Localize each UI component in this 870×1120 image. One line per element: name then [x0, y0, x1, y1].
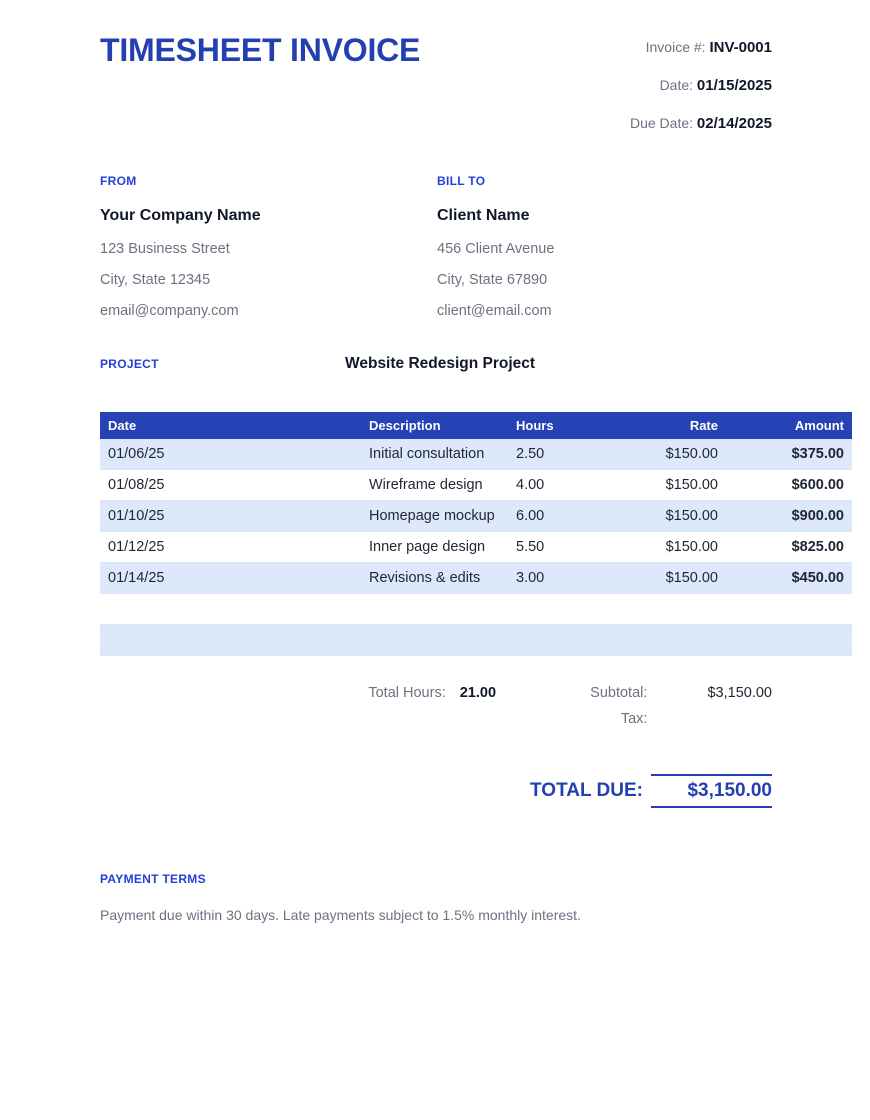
bill-to-email: client@email.com	[437, 303, 552, 319]
cell-rate: $150.00	[600, 470, 726, 501]
cell-hours: 4.00	[508, 470, 600, 501]
cell-description: Revisions & edits	[361, 563, 508, 594]
cell-description: Homepage mockup	[361, 501, 508, 532]
invoice-date-value: 01/15/2025	[696, 77, 772, 94]
totals-row-primary	[100, 685, 772, 711]
cell-rate	[600, 594, 726, 625]
total-hours-value: 21.00	[459, 685, 497, 701]
invoice-number-label: Invoice #:	[645, 39, 706, 55]
invoice-number-row	[630, 40, 772, 55]
invoice-number-value: INV-0001	[709, 39, 772, 56]
line-items-head	[100, 412, 852, 439]
cell-rate: $150.00	[600, 532, 726, 563]
cell-date: 01/14/25	[100, 563, 361, 594]
column-header-hours: Hours	[508, 412, 600, 439]
project-section	[100, 355, 772, 373]
cell-date: 01/06/25	[100, 439, 361, 470]
table-row	[100, 439, 852, 470]
totals-section	[100, 685, 772, 737]
payment-terms-label: PAYMENT TERMS	[100, 872, 206, 886]
line-items-body	[100, 439, 852, 656]
cell-rate	[600, 625, 726, 656]
cell-hours	[508, 625, 600, 656]
invoice-meta	[630, 30, 772, 131]
cell-date: 01/12/25	[100, 532, 361, 563]
table-row-empty	[100, 625, 852, 656]
column-header-rate: Rate	[600, 412, 726, 439]
table-row-empty	[100, 594, 852, 625]
cell-description	[361, 594, 508, 625]
cell-date: 01/10/25	[100, 501, 361, 532]
cell-hours: 6.00	[508, 501, 600, 532]
totals-row-tax	[100, 711, 772, 737]
project-name: Website Redesign Project	[345, 355, 536, 372]
bill-to-label: BILL TO	[437, 174, 486, 188]
table-row	[100, 501, 852, 532]
column-header-description: Description	[361, 412, 508, 439]
table-row	[100, 532, 852, 563]
table-row	[100, 563, 852, 594]
cell-description: Inner page design	[361, 532, 508, 563]
cell-hours	[508, 594, 600, 625]
line-items-table	[100, 412, 852, 656]
parties-section	[100, 174, 772, 319]
cell-amount: $825.00	[726, 532, 852, 563]
invoice-due-date-label: Due Date:	[629, 115, 694, 131]
invoice-date-row	[630, 78, 772, 93]
subtotal-value: $3,150.00	[707, 685, 772, 701]
cell-rate: $150.00	[600, 501, 726, 532]
payment-terms-section	[100, 872, 772, 924]
column-header-amount: Amount	[726, 412, 852, 439]
from-label: FROM	[100, 174, 137, 188]
total-due-value: $3,150.00	[651, 774, 772, 808]
page-title: TIMESHEET INVOICE	[100, 32, 421, 68]
from-company-name: Your Company Name	[100, 207, 261, 224]
cell-description: Initial consultation	[361, 439, 508, 470]
cell-description	[361, 625, 508, 656]
total-due-section	[100, 774, 772, 808]
from-address-line-1: 123 Business Street	[100, 241, 230, 257]
cell-amount	[726, 594, 852, 625]
table-header-row	[100, 412, 852, 439]
subtotal-label: Subtotal:	[590, 685, 648, 701]
cell-rate: $150.00	[600, 563, 726, 594]
tax-label: Tax:	[620, 711, 648, 727]
cell-rate: $150.00	[600, 439, 726, 470]
from-block	[100, 174, 435, 319]
cell-hours: 2.50	[508, 439, 600, 470]
bill-to-address-line-2: City, State 67890	[437, 272, 548, 288]
table-row	[100, 470, 852, 501]
cell-amount: $600.00	[726, 470, 852, 501]
invoice-due-date-row	[630, 116, 772, 131]
column-header-date: Date	[100, 412, 361, 439]
total-hours-label: Total Hours:	[368, 685, 446, 701]
cell-date: 01/08/25	[100, 470, 361, 501]
from-email: email@company.com	[100, 303, 239, 319]
bill-to-client-name: Client Name	[437, 207, 530, 224]
payment-terms-text: Payment due within 30 days. Late payments subject to 1.5% monthly interest.	[100, 907, 581, 923]
invoice-date-label: Date:	[659, 77, 694, 93]
bill-to-address-line-1: 456 Client Avenue	[437, 241, 555, 257]
cell-amount: $450.00	[726, 563, 852, 594]
cell-amount: $900.00	[726, 501, 852, 532]
cell-description: Wireframe design	[361, 470, 508, 501]
cell-hours: 3.00	[508, 563, 600, 594]
invoice-due-date-value: 02/14/2025	[696, 115, 772, 132]
cell-date	[100, 594, 361, 625]
cell-amount	[726, 625, 852, 656]
cell-hours: 5.50	[508, 532, 600, 563]
project-label: PROJECT	[100, 357, 159, 371]
cell-date	[100, 625, 361, 656]
cell-amount: $375.00	[726, 439, 852, 470]
invoice-header	[100, 30, 772, 131]
bill-to-block	[435, 174, 772, 319]
total-due-label: TOTAL DUE:	[530, 780, 643, 801]
from-address-line-2: City, State 12345	[100, 272, 211, 288]
